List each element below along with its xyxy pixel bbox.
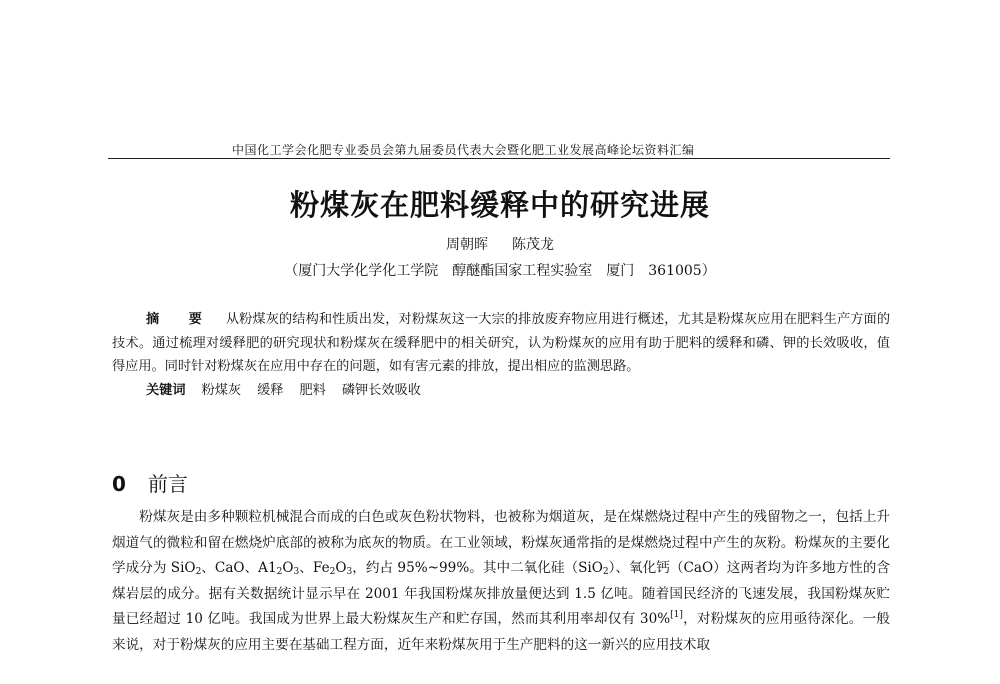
body-text-run: O (282, 560, 294, 577)
body-text-run: 、CaO、A1 (201, 560, 277, 577)
body-text-run: ，对粉煤灰的应用亟待深化。一般来说，对于粉煤灰的应用主要在基础工程方面，近年来粉煤灰用于生产肥料的这一新兴的应用技术取 (112, 611, 891, 653)
author-name: 周朝晖 (446, 237, 488, 253)
keywords-line (112, 379, 890, 403)
subscript: 3 (293, 567, 300, 578)
section-heading (112, 468, 188, 497)
body-paragraph (112, 505, 890, 659)
abstract-label: 摘 要 (146, 312, 210, 327)
subscript: 2 (329, 567, 336, 578)
subscript: 2 (195, 567, 202, 578)
body-text-run: ）、氧化钙（CaO）这两者均为许多地方性的含煤岩层的成分。据有关数据统计显示早在 2001 年我国粉煤灰排放量便达到 1.5 亿吨。随着国民经济的飞速发展，我国粉煤灰贮量已经超过 10 亿吨。我国成为世界上最大粉煤灰生产和贮存国，然而其利用率却仅有 30% (112, 560, 890, 628)
running-header: 中国化工学会化肥专业委员会第九届委员代表大会暨化肥工业发展高峰论坛资料汇编 (232, 143, 695, 157)
subscript: 3 (346, 567, 353, 578)
section-title: 前言 (147, 472, 188, 496)
subscript: 2 (276, 567, 283, 578)
article-title: 粉煤灰在肥料缓释中的研究进展 (289, 188, 710, 222)
keyword: 粉煤灰 (201, 382, 242, 398)
header-rule (108, 158, 890, 159)
body-text-run: 粉煤灰是由多种颗粒机械混合而成的白色或灰色粉状物料，也被称为烟道灰，是在煤燃烧过程中产生的残留物之一，包括上升烟道气的微粒和留在燃烧炉底部的被称为底灰的物质。在工业领域，粉煤灰通常指的是煤燃烧过程中产生的灰粉。粉煤灰的主要化学成分为 SiO (112, 509, 890, 577)
abstract-block (112, 308, 890, 402)
body-text-run: ，约占 95%~99%。其中二氧化硅（SiO (352, 560, 603, 577)
affiliation: （厦门大学化学化工学院 醇醚酯国家工程实验室 厦门 361005） (284, 263, 716, 279)
keyword: 磷钾长效吸收 (341, 382, 421, 398)
keyword: 肥料 (299, 382, 326, 398)
abstract-paragraph (112, 308, 890, 379)
abstract-text: 从粉煤灰的结构和性质出发，对粉煤灰这一大宗的排放废弃物应用进行概述，尤其是粉煤灰应用在肥料生产方面的技术。通过梳理对缓释肥的研究现状和粉煤灰在缓释肥中的相关研究，认为粉煤灰的应用有助于肥料的缓释和磷、钾的长效吸收，值得应用。同时针对粉煤灰在应用中存在的问题，如有害元素的排放，提出相应的监测思路。 (112, 312, 891, 374)
body-text-run: 、Fe (299, 560, 330, 577)
keywords-label: 关键词 (146, 382, 186, 398)
subscript: 2 (602, 567, 609, 578)
keyword: 缓释 (257, 382, 284, 398)
author-name: 陈茂龙 (512, 237, 554, 253)
body-text-run: O (335, 560, 347, 577)
author-list (0, 234, 1000, 254)
citation-marker[interactable]: [1] (670, 610, 683, 621)
section-number: 0 (112, 472, 126, 496)
